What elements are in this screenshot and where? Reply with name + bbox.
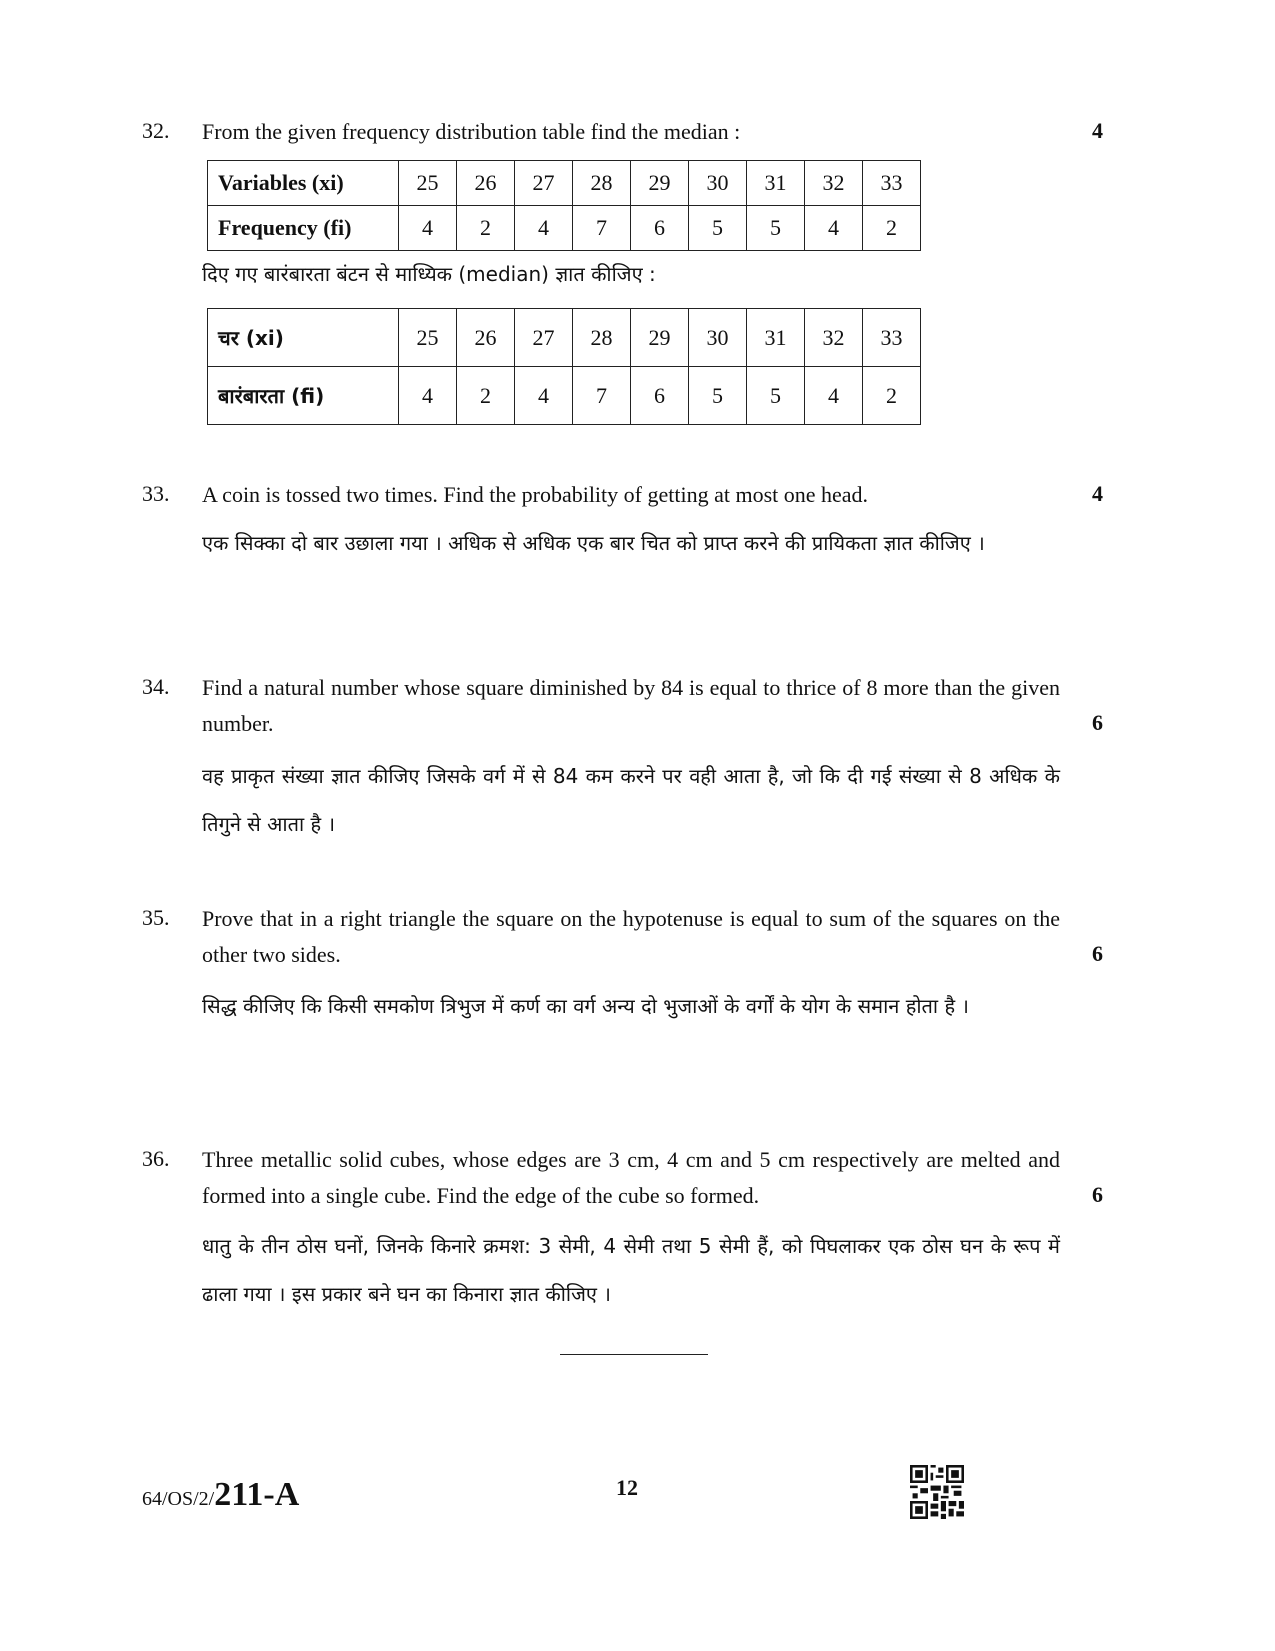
row-header: Frequency (fi) [208,206,399,251]
question-number: 33. [142,481,170,506]
question-text-en: From the given frequency distribution table find the median : [202,119,741,144]
table-cell: 31 [747,161,805,206]
question-marks: 6 [1092,941,1103,966]
row-header: बारंबारता (fi) [208,367,399,425]
frequency-table-hi [207,308,921,425]
table-cell: 5 [689,367,747,425]
table-cell: 2 [863,206,921,251]
table-cell: 2 [457,367,515,425]
table-cell: 27 [515,161,573,206]
table-cell: 33 [863,161,921,206]
table-cell: 29 [631,309,689,367]
table-cell: 25 [399,161,457,206]
table-cell: 26 [457,309,515,367]
table-cell: 28 [573,161,631,206]
row-header: Variables (xi) [208,161,399,206]
question-number: 34. [142,674,170,699]
question-marks: 4 [1092,481,1103,506]
table-cell: 2 [457,206,515,251]
table-cell: 4 [515,367,573,425]
table-cell: 32 [805,161,863,206]
table-cell: 5 [747,367,805,425]
table-cell: 4 [515,206,573,251]
page-number: 12 [616,1475,638,1500]
table-cell: 27 [515,309,573,367]
table-cell: 2 [863,367,921,425]
table-cell: 4 [805,367,863,425]
table-row-variables [208,161,921,206]
table-cell: 31 [747,309,805,367]
table-cell: 5 [689,206,747,251]
question-marks: 6 [1092,710,1103,735]
question-number: 36. [142,1146,170,1171]
end-rule [560,1354,708,1355]
question-text-hi: वह प्राकृत संख्या ज्ञात कीजिए जिसके वर्ग में से 84 कम करने पर वही आता है, जो कि दी गई संख्या से 8 अधिक के तिगुने से आता है । [202,764,1060,836]
question-text-hi: दिए गए बारंबारता बंटन से माध्यिक (median) ज्ञात कीजिए : [202,262,656,286]
question-text-hi: सिद्ध कीजिए कि किसी समकोण त्रिभुज में कर्ण का वर्ग अन्य दो भुजाओं के वर्गों के योग के समान होता है । [202,994,970,1018]
table-row-variables [208,309,921,367]
table-cell: 6 [631,367,689,425]
question-number: 35. [142,905,170,930]
paper-code [142,1476,299,1514]
table-row-frequency [208,206,921,251]
table-cell: 33 [863,309,921,367]
table-cell: 4 [805,206,863,251]
qr-code-icon [910,1465,964,1519]
table-cell: 29 [631,161,689,206]
question-marks: 6 [1092,1182,1103,1207]
table-cell: 25 [399,309,457,367]
question-text-en: A coin is tossed two times. Find the probability of getting at most one head. [202,482,869,507]
table-row-frequency [208,367,921,425]
row-header: चर (xi) [208,309,399,367]
paper-code-prefix: 64/OS/2/ [142,1488,215,1510]
table-cell: 7 [573,367,631,425]
question-number: 32. [142,118,170,143]
paper-code-main: 211-A [214,1476,300,1513]
table-cell: 32 [805,309,863,367]
question-text-hi: एक सिक्का दो बार उछाला गया । अधिक से अधिक एक बार चित को प्राप्त करने की प्रायिकता ज्ञात कीजिए । [202,531,985,555]
table-cell: 4 [399,367,457,425]
question-text-en: Prove that in a right triangle the square on the hypotenuse is equal to sum of the squares on the other two sides. [202,906,1060,967]
question-marks: 4 [1092,118,1103,143]
table-cell: 5 [747,206,805,251]
frequency-table-en [207,160,921,251]
table-cell: 7 [573,206,631,251]
table-cell: 26 [457,161,515,206]
table-cell: 6 [631,206,689,251]
table-cell: 30 [689,161,747,206]
table-cell: 30 [689,309,747,367]
question-text-en: Find a natural number whose square diminished by 84 is equal to thrice of 8 more than the given number. [202,675,1060,736]
question-text-hi: धातु के तीन ठोस घनों, जिनके किनारे क्रमश: 3 सेमी, 4 सेमी तथा 5 सेमी हैं, को पिघलाकर एक ठोस घन के रूप में ढाला गया । इस प्रकार बने घन का किनारा ज्ञात कीजिए । [202,1234,1060,1306]
question-text-en: Three metallic solid cubes, whose edges are 3 cm, 4 cm and 5 cm respectively are melted and formed into a single cube. Find the edge of the cube so formed. [202,1147,1060,1208]
table-cell: 28 [573,309,631,367]
table-cell: 4 [399,206,457,251]
